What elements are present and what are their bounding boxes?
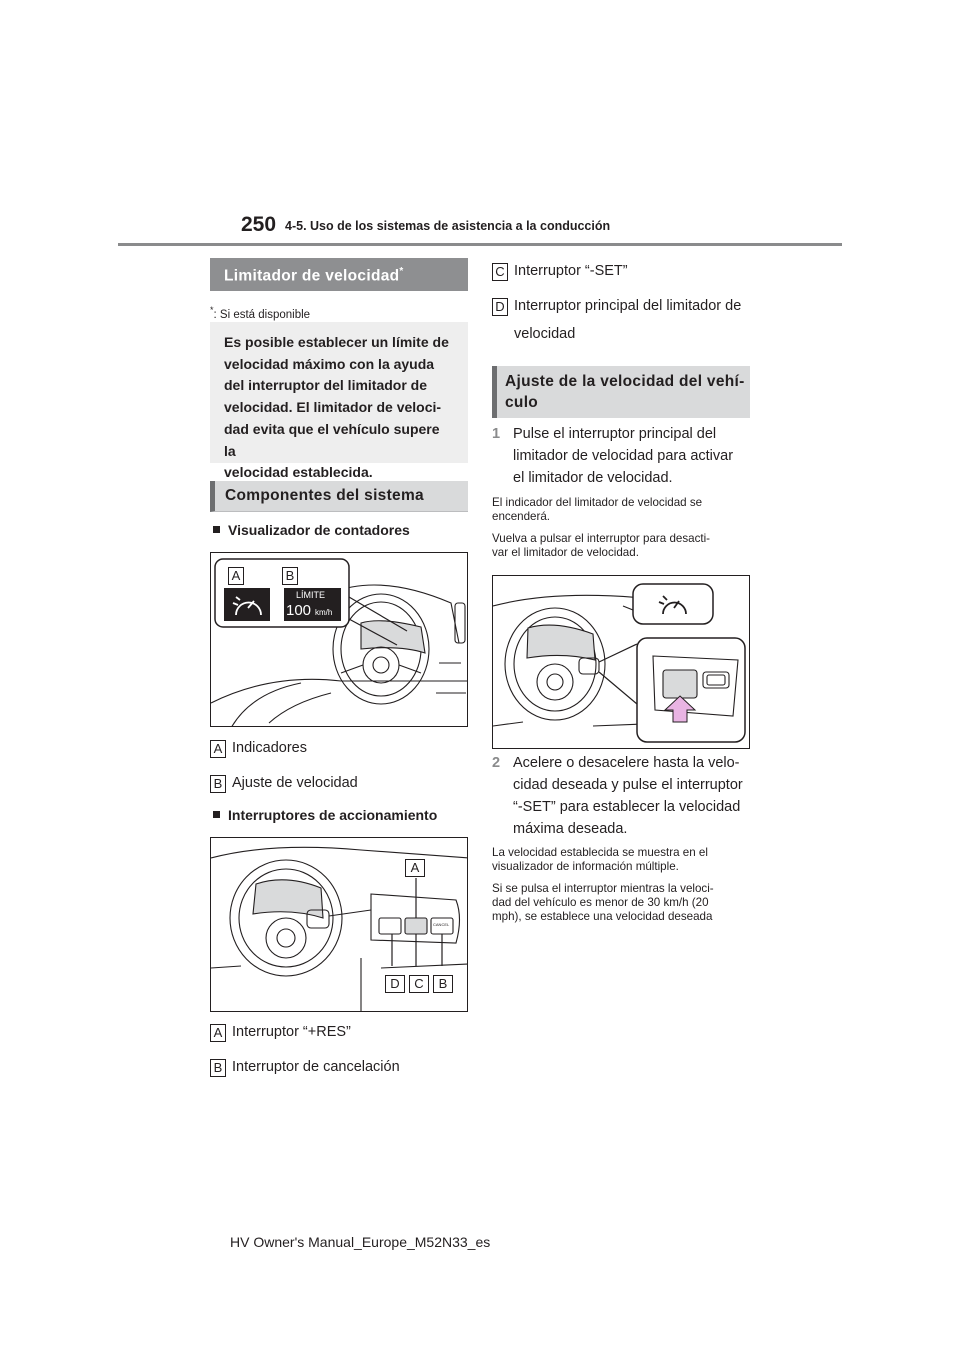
- note-line: mph), se establece una velocidad deseada: [492, 910, 713, 923]
- note-line: encenderá.: [492, 510, 551, 523]
- fig2-label-d: D: [385, 975, 405, 993]
- step-line: el limitador de velocidad.: [513, 470, 673, 486]
- item-letter: B: [210, 775, 226, 793]
- note-line: dad del vehículo es menor de 30 km/h (20: [492, 896, 709, 909]
- bullet-square-icon: [213, 526, 220, 533]
- main-heading: Limitador de velocidad: [224, 267, 400, 285]
- note-1: [492, 496, 752, 524]
- footnote-text: : Si está disponible: [213, 308, 311, 321]
- fig2-label-a: A: [405, 859, 425, 877]
- note-line: El indicador del limitador de velocidad se: [492, 496, 703, 509]
- item-text: Interruptor “+RES”: [232, 1024, 351, 1040]
- note-line: La velocidad establecida se muestra en el: [492, 846, 708, 859]
- step-number: 1: [492, 426, 501, 442]
- activation-figure: [492, 575, 750, 749]
- intro-box: [210, 322, 468, 481]
- step-line: Pulse el interruptor principal del: [513, 426, 717, 442]
- switch-item-d: [492, 298, 741, 316]
- page-number: 250: [241, 213, 277, 236]
- meter-subheading-text: Visualizador de contadores: [228, 522, 410, 538]
- item-text: Ajuste de velocidad: [232, 775, 358, 791]
- intro-line: del interruptor del limitador de: [224, 377, 428, 394]
- adjust-heading-bar: [492, 366, 750, 418]
- limit-value: 100: [286, 602, 312, 619]
- note-line: var el limitador de velocidad.: [492, 546, 639, 559]
- fig2-label-b: B: [433, 975, 453, 993]
- step-2: [492, 752, 752, 840]
- switch-item-d-cont: velocidad: [514, 326, 576, 342]
- limit-word: LÍMITE: [296, 590, 326, 600]
- intro-line: velocidad establecida.: [224, 464, 373, 481]
- note-3: [492, 846, 752, 874]
- fig1-label-a: A: [228, 567, 244, 585]
- step-line: Acelere o desacelere hasta la velo-: [513, 755, 740, 771]
- header-divider: [118, 243, 842, 246]
- adjust-heading-line1: Ajuste de la velocidad del vehí-: [505, 373, 745, 390]
- main-heading-bar: [210, 258, 468, 291]
- note-line: visualizador de información múltiple.: [492, 860, 679, 873]
- activation-illustration: [493, 576, 750, 749]
- footnote-mark: *: [210, 305, 214, 315]
- adjust-heading-line2: culo: [505, 394, 539, 411]
- note-4: [492, 882, 752, 924]
- switch-item-c: [492, 263, 628, 281]
- item-letter: A: [210, 740, 226, 758]
- intro-line: velocidad. El limitador de veloci-: [224, 399, 442, 416]
- components-heading-bar: [210, 481, 468, 512]
- main-heading-asterisk: *: [399, 266, 404, 277]
- footer-text: HV Owner's Manual_Europe_M52N33_es: [230, 1234, 491, 1250]
- step-line: cidad deseada y pulse el interruptor: [513, 777, 743, 793]
- fig2-label-c: C: [409, 975, 429, 993]
- section-title: 4-5. Uso de los sistemas de asistencia a la conducción: [285, 219, 611, 233]
- item-letter: D: [492, 298, 508, 316]
- switch-illustration: [211, 838, 468, 1012]
- switch-item-b: [210, 1059, 400, 1077]
- intro-line: velocidad máximo con la ayuda: [224, 355, 435, 372]
- fig1-label-b: B: [282, 567, 298, 585]
- components-heading: Componentes del sistema: [225, 487, 424, 504]
- meter-item-a: [210, 740, 307, 758]
- meter-figure: [210, 552, 468, 727]
- note-line: Vuelva a pulsar el interruptor para desacti-: [492, 532, 711, 545]
- item-letter: A: [210, 1024, 226, 1042]
- intro-line: dad evita que el vehículo supere la: [224, 420, 440, 459]
- item-text: Interruptor de cancelación: [232, 1059, 400, 1075]
- item-text: Interruptor principal del limitador de: [514, 298, 742, 314]
- limit-unit: km/h: [315, 608, 333, 617]
- meter-illustration: [211, 553, 468, 727]
- cancel-text: CANCEL: [433, 922, 450, 927]
- step-number: 2: [492, 755, 501, 771]
- meter-item-b: [210, 775, 358, 793]
- switch-item-a: [210, 1024, 351, 1042]
- note-2: [492, 532, 752, 560]
- step-1: [492, 423, 752, 489]
- note-line: Si se pulsa el interruptor mientras la veloci-: [492, 882, 714, 895]
- intro-line: Es posible establecer un límite de: [224, 334, 449, 350]
- item-text: Indicadores: [232, 740, 307, 756]
- item-letter: B: [210, 1059, 226, 1077]
- footnote: [210, 305, 310, 321]
- meter-subheading: [213, 522, 410, 538]
- bullet-square-icon: [213, 811, 220, 818]
- step-line: máxima deseada.: [513, 821, 628, 837]
- switch-subheading-text: Interruptores de accionamiento: [228, 807, 438, 823]
- step-line: “-SET” para establecer la velocidad: [513, 799, 741, 815]
- switch-figure: [210, 837, 468, 1012]
- step-line: limitador de velocidad para activar: [513, 448, 734, 464]
- item-letter: C: [492, 263, 508, 281]
- item-text: Interruptor “-SET”: [514, 263, 628, 279]
- switch-subheading: [213, 807, 437, 823]
